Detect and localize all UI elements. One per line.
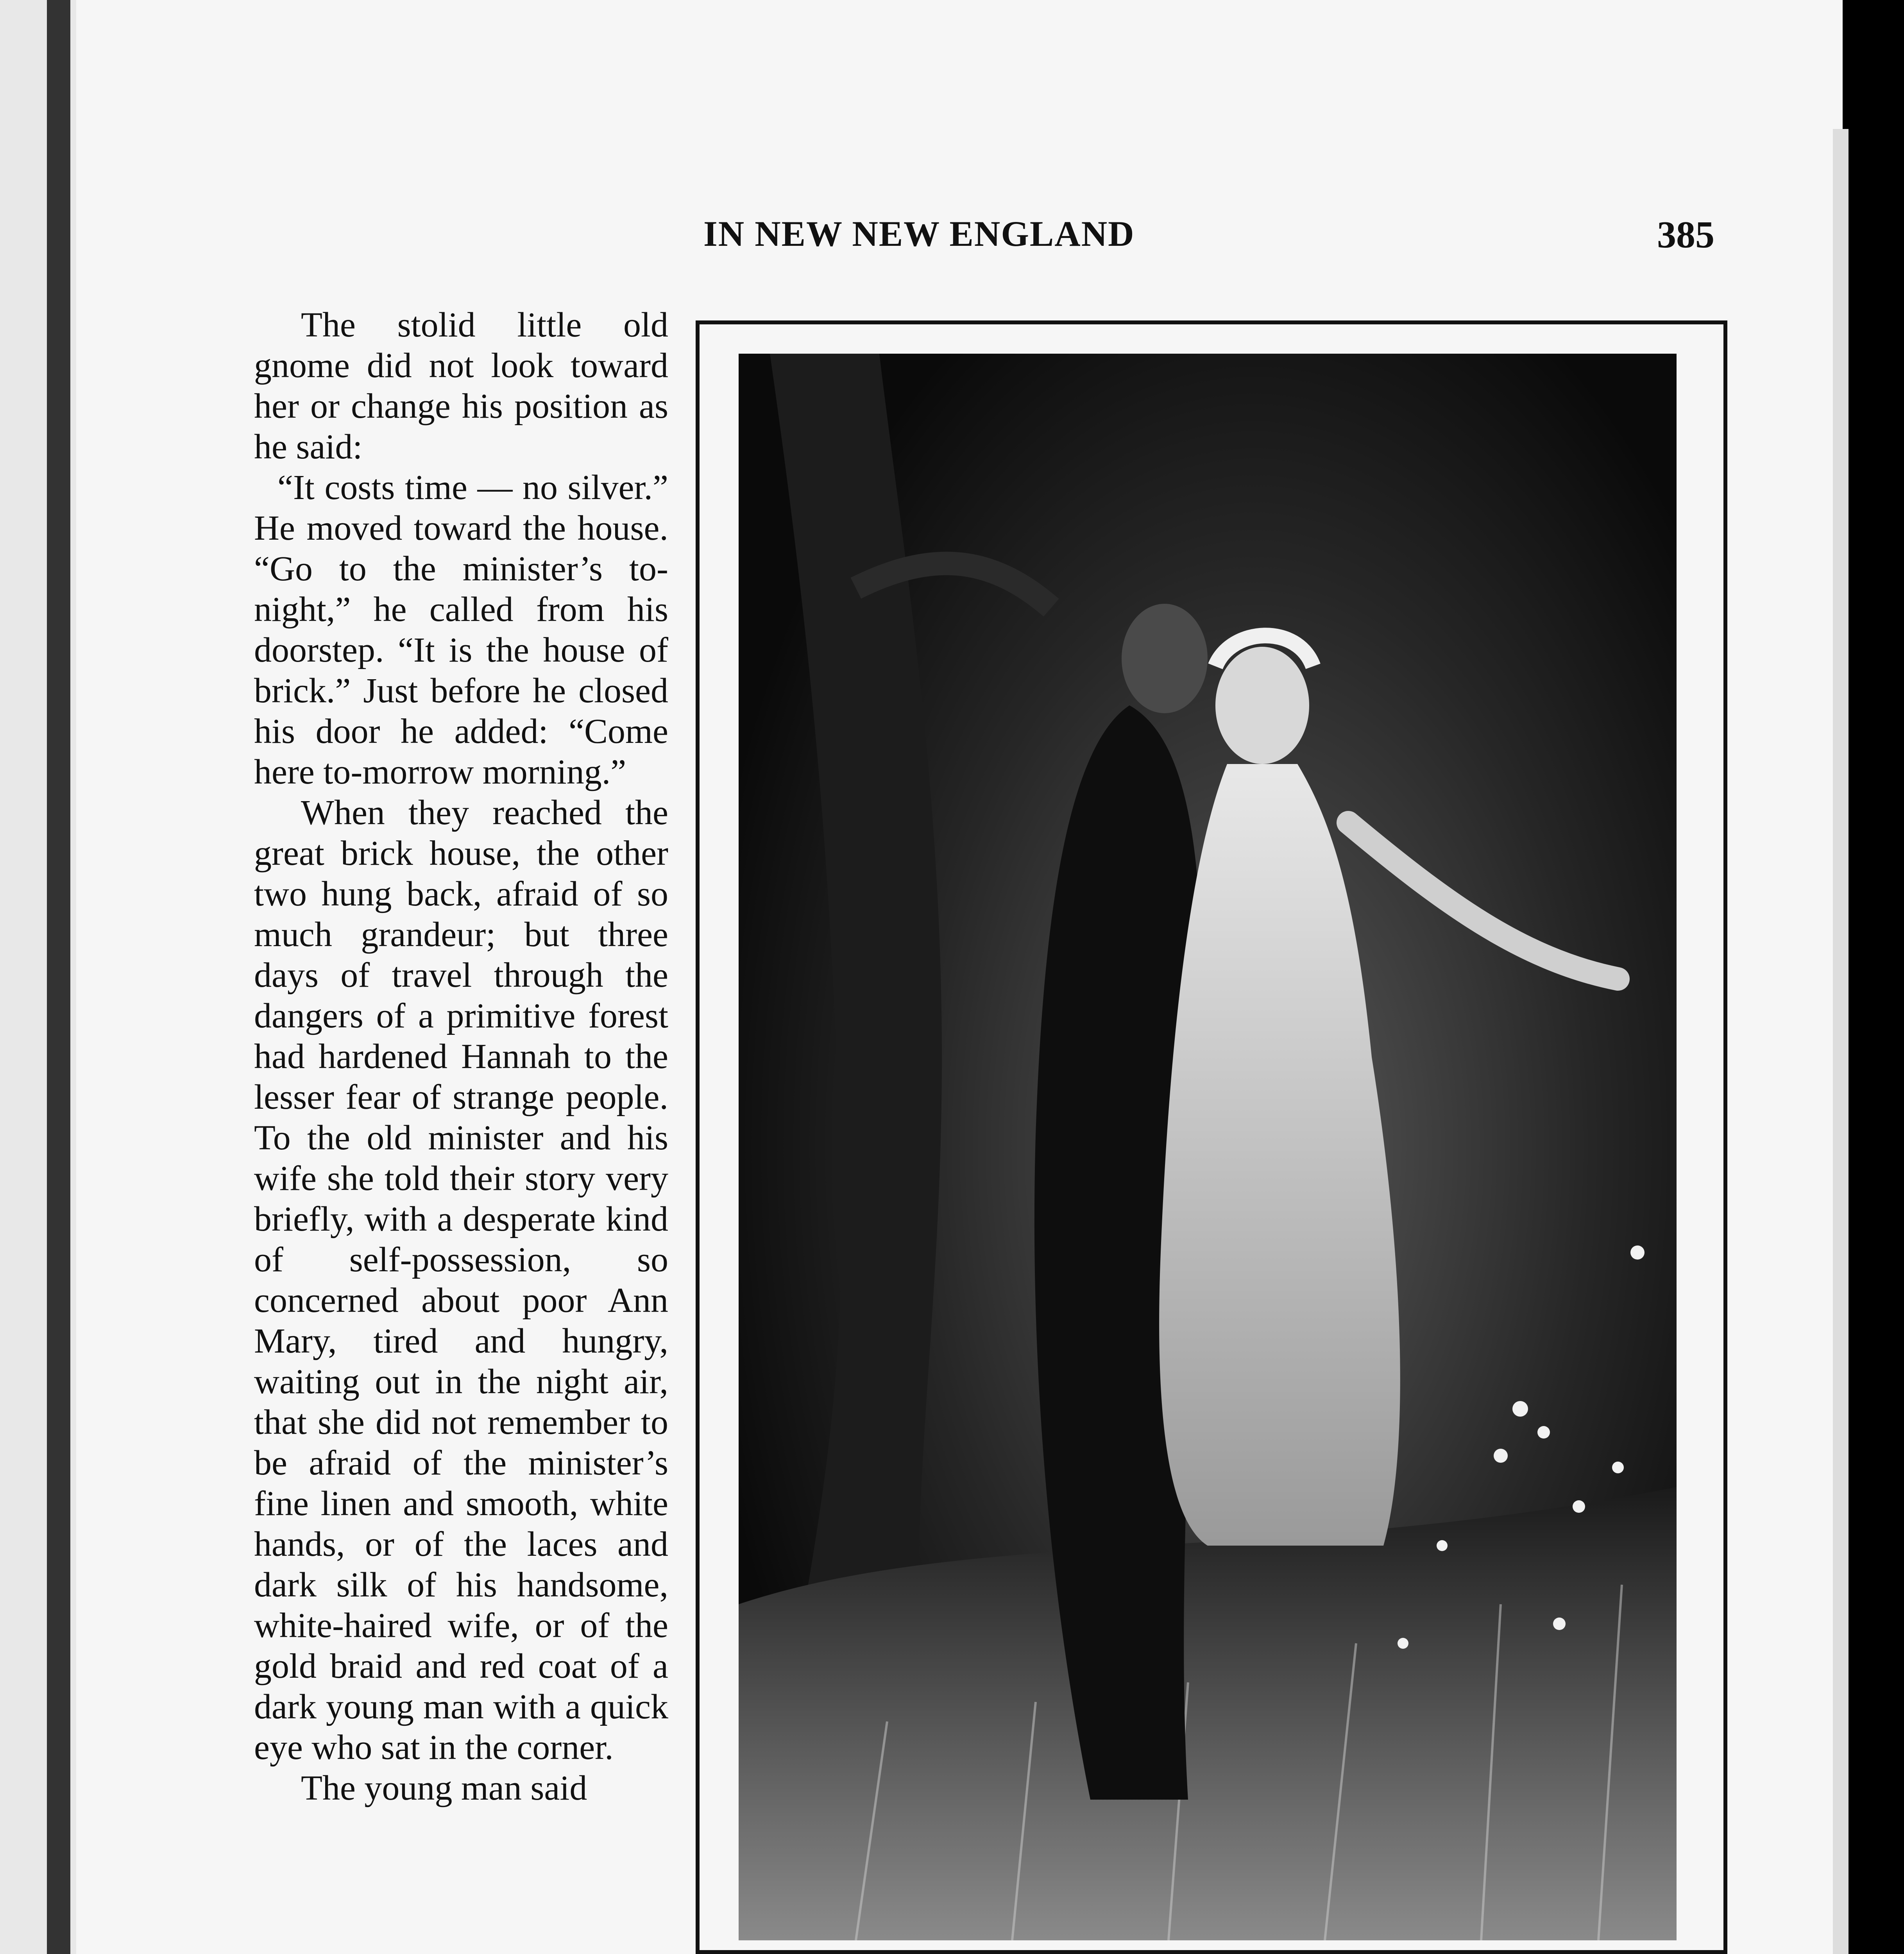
- running-head: IN NEW NEW ENGLAND: [703, 214, 1135, 254]
- page-right-edge: [1833, 129, 1849, 1954]
- page-number: 385: [1657, 214, 1714, 256]
- left-page-edge: [0, 0, 83, 1954]
- book-gutter: [47, 0, 70, 1954]
- illustration: [739, 354, 1677, 1940]
- paragraph: The stolid little old gnome did not look toward her or change his position as he said:: [254, 306, 668, 466]
- paragraph: “It costs time — no silver.” He moved toward the house. “Go to the minister’s to-night,” he called from his doorstep. “It is the house of brick.” Just before he closed his door he added: “Come here to-morrow morning.”: [254, 468, 668, 791]
- paragraph: The young man said: [301, 1769, 587, 1807]
- left-column-narrow: [254, 305, 668, 1809]
- paragraph: When they reached the great brick house, the other two hung back, afraid of so much grandeur; but three days of travel through the dangers of a primitive forest had hardened Hannah to the lesser fear of strange people. To the old minister and his wife she told their story very briefly, with a desperate kind of self-possession, so concerned about poor Ann Mary, tired and hungry, waiting out in the night air, that she did not remember to be afraid of the minister’s fine linen and smooth, white hands, or of the laces and dark silk of his handsome, white-haired wife, or of the gold braid and red coat of a dark young man with a quick eye who sat in the corner.: [254, 793, 668, 1767]
